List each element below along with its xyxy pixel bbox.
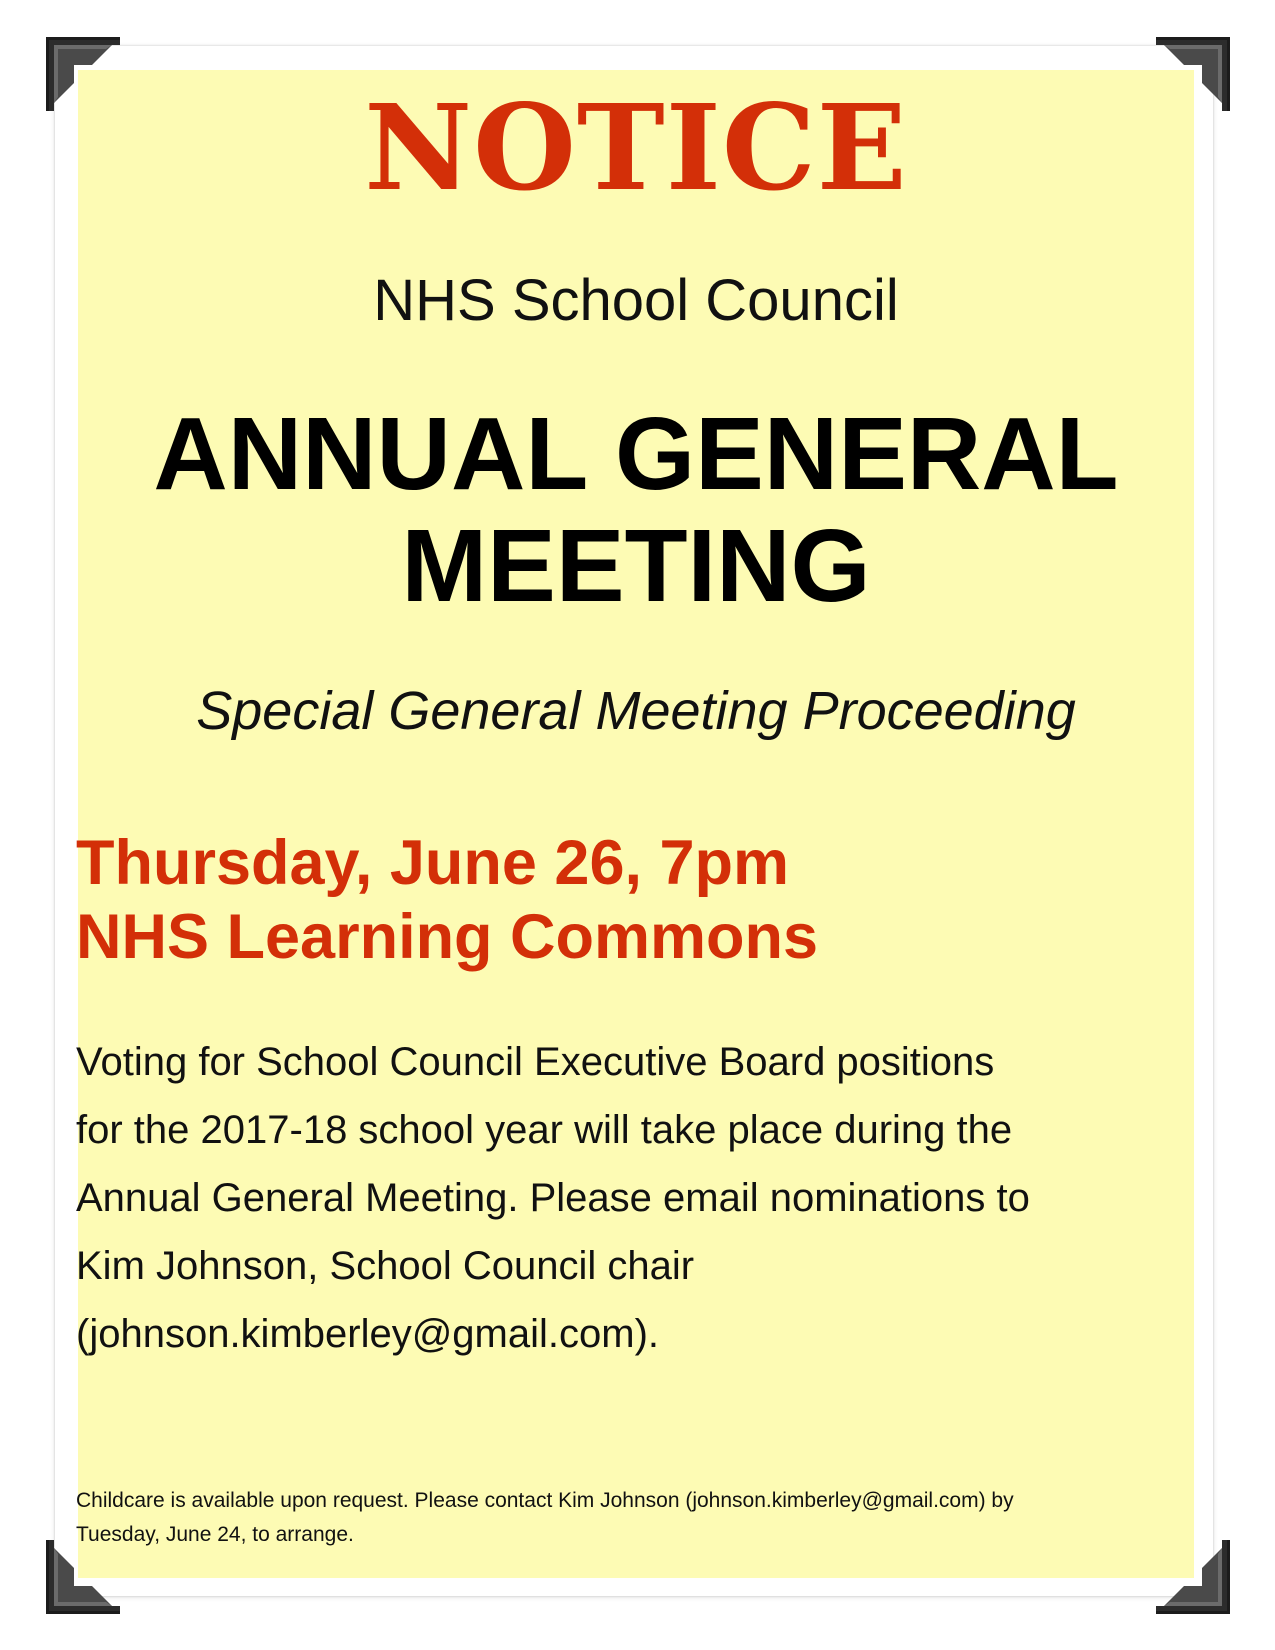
description-line: (johnson.kimberley@gmail.com). bbox=[76, 1312, 660, 1356]
description-line: for the 2017-18 school year will take place during the bbox=[76, 1108, 1013, 1152]
meeting-location: NHS Learning Commons bbox=[76, 902, 819, 972]
footnote-line: Childcare is available upon request. Please contact Kim Johnson (johnson.kimberley@gmail.com) by bbox=[76, 1489, 1014, 1512]
photo-corner-icon bbox=[1156, 1540, 1230, 1614]
meeting-title-line-2: MEETING bbox=[401, 508, 871, 623]
footnote-line: Tuesday, June 24, to arrange. bbox=[76, 1523, 354, 1546]
meeting-title-line-1: ANNUAL GENERAL bbox=[153, 396, 1119, 511]
description-line: Kim Johnson, School Council chair bbox=[76, 1244, 695, 1288]
photo-corner-icon bbox=[46, 37, 120, 111]
meeting-description bbox=[76, 1028, 1194, 1368]
photo-corner-icon bbox=[46, 1540, 120, 1614]
notice-heading: NOTICE bbox=[364, 78, 908, 217]
meeting-title bbox=[78, 398, 1194, 622]
meeting-subtitle: Special General Meeting Proceeding bbox=[196, 681, 1076, 741]
meeting-date-time: Thursday, June 26, 7pm bbox=[76, 828, 790, 898]
photo-corner-icon bbox=[1156, 37, 1230, 111]
childcare-footnote bbox=[76, 1484, 1194, 1552]
description-line: Voting for School Council Executive Board positions bbox=[76, 1040, 995, 1084]
organization-name: NHS School Council bbox=[373, 268, 899, 333]
meeting-details bbox=[76, 826, 1186, 974]
description-line: Annual General Meeting. Please email nominations to bbox=[76, 1176, 1030, 1220]
